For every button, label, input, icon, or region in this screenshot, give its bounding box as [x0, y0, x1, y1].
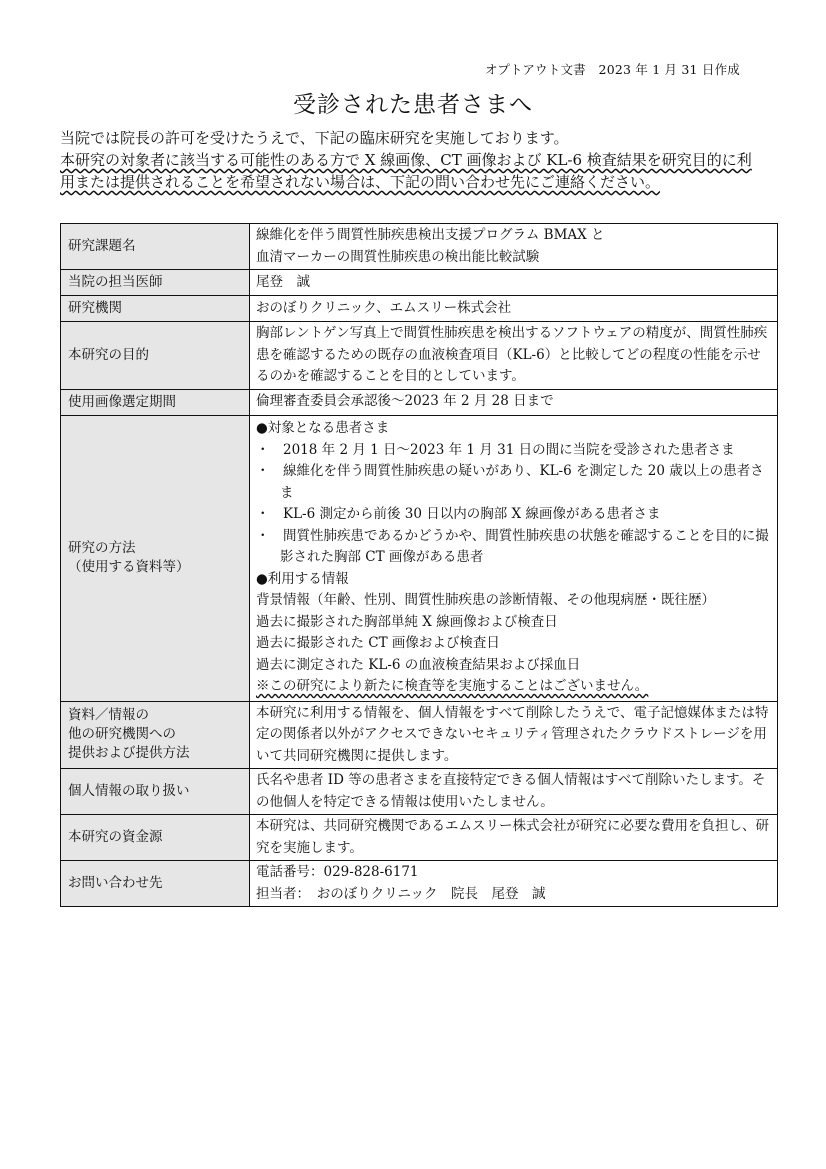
row-value: 倫理審査委員会承認後～2023 年 2 月 28 日まで [250, 389, 778, 415]
row-label-line: （使用する資料等） [68, 559, 190, 575]
study-title-line: 血清マーカーの間質性肺疾患の検出能比較試験 [256, 248, 540, 265]
row-study-title [61, 224, 778, 270]
row-label: お問い合わせ先 [61, 861, 250, 907]
row-label: 本研究の資金源 [61, 815, 250, 861]
info-item: 過去に測定された KL-6 の血液検査結果および採血日 [256, 656, 581, 673]
row-value [250, 861, 778, 907]
intro-text: 当院では院長の許可を受けたうえで、下記の臨床研究を実施しております。 [60, 129, 569, 147]
row-value [250, 415, 778, 701]
opt-out-notice: 本研究の対象者に該当する可能性のある方で X 線画像、CT 画像および KL-6 検査結果を研究目的に利用または提供されることを希望されない場合は、下記の問い合わせ先にご連絡ください。 [60, 151, 752, 191]
row-value: 本研究は、共同研究機関であるエムスリー株式会社が研究に必要な費用を負担し、研究を実施します。 [250, 815, 778, 861]
row-label: 個人情報の取り扱い [61, 769, 250, 815]
row-privacy [61, 769, 778, 815]
row-purpose [61, 322, 778, 390]
row-physician [61, 270, 778, 296]
subject-item: ・ KL-6 測定から前後 30 日以内の胸部 X 線画像がある患者さま [256, 506, 661, 523]
info-item: 過去に撮影された胸部単純 X 線画像および検査日 [256, 613, 558, 630]
row-label: 本研究の目的 [61, 322, 250, 390]
row-label: 使用画像選定期間 [61, 389, 250, 415]
subject-item: ・ 間質性肺疾患であるかどうかや、間質性肺疾患の状態を確認することを目的に撮影された胸部 CT 画像がある患者 [256, 527, 769, 566]
row-label [61, 415, 250, 701]
study-info-table [60, 223, 778, 907]
row-value: 本研究に利用する情報を、個人情報をすべて削除したうえで、電子記憶媒体または特定の関係者以外がアクセスできないセキュリティ管理されたクラウドストレージを用いて共同研究機関に提供します。 [250, 701, 778, 769]
info-heading: ●利用する情報 [256, 570, 349, 587]
row-label-line: 研究の方法 [68, 540, 136, 556]
contact-phone: 電話番号：029-828-6171 [256, 864, 419, 880]
document-date-note: オプトアウト文書 2023 年 1 月 31 日作成 [485, 62, 740, 77]
info-item: 背景情報（年齢、性別、間質性肺疾患の診断情報、その他現病歴・既往歴） [256, 592, 715, 609]
row-label: 研究課題名 [61, 224, 250, 270]
row-contact [61, 861, 778, 907]
subject-item: ・ 線維化を伴う間質性肺疾患の疑いがあり、KL-6 を測定した 20 歳以上の患者さま [256, 463, 764, 501]
intro-section [60, 127, 760, 193]
row-funding [61, 815, 778, 861]
info-item: 過去に撮影された CT 画像および検査日 [256, 635, 500, 652]
row-period [61, 389, 778, 415]
row-value: 尾登 誠 [250, 270, 778, 296]
row-label: 当院の担当医師 [61, 270, 250, 296]
row-label-line: 提供および提供方法 [68, 745, 190, 762]
no-new-tests-note: ※この研究により新たに検査等を実施することはございません。 [256, 678, 649, 695]
row-value [250, 224, 778, 270]
subject-item: ・ 2018 年 2 月 1 日～2023 年 1 月 31 日の間に当院を受診された患者さま [256, 441, 735, 458]
subjects-heading: ●対象となる患者さま [256, 420, 390, 437]
row-provision [61, 701, 778, 769]
study-title-line: 線維化を伴う間質性肺疾患検出支援プログラム BMAX と [256, 227, 605, 243]
row-value: おのぼりクリニック、エムスリー株式会社 [250, 296, 778, 322]
row-institution [61, 296, 778, 322]
row-label: 研究機関 [61, 296, 250, 322]
row-value: 氏名や患者 ID 等の患者さまを直接特定できる個人情報はすべて削除いたします。その他個人を特定できる情報は使用いたしません。 [250, 769, 778, 815]
row-label [61, 701, 250, 769]
row-value: 胸部レントゲン写真上で間質性肺疾患を検出するソフトウェアの精度が、間質性肺疾患を確認するための既存の血液検査項目（KL-6）と比較してどの程度の性能を示せるのかを確認することを目的としています。 [250, 322, 778, 390]
row-label-line: 他の研究機関への [68, 726, 176, 743]
contact-person: 担当者： おのぼりクリニック 院長 尾登 誠 [256, 885, 546, 902]
row-label-line: 資料／情報の [68, 707, 149, 724]
page-title: 受診された患者さまへ [293, 92, 533, 118]
row-method [61, 415, 778, 701]
